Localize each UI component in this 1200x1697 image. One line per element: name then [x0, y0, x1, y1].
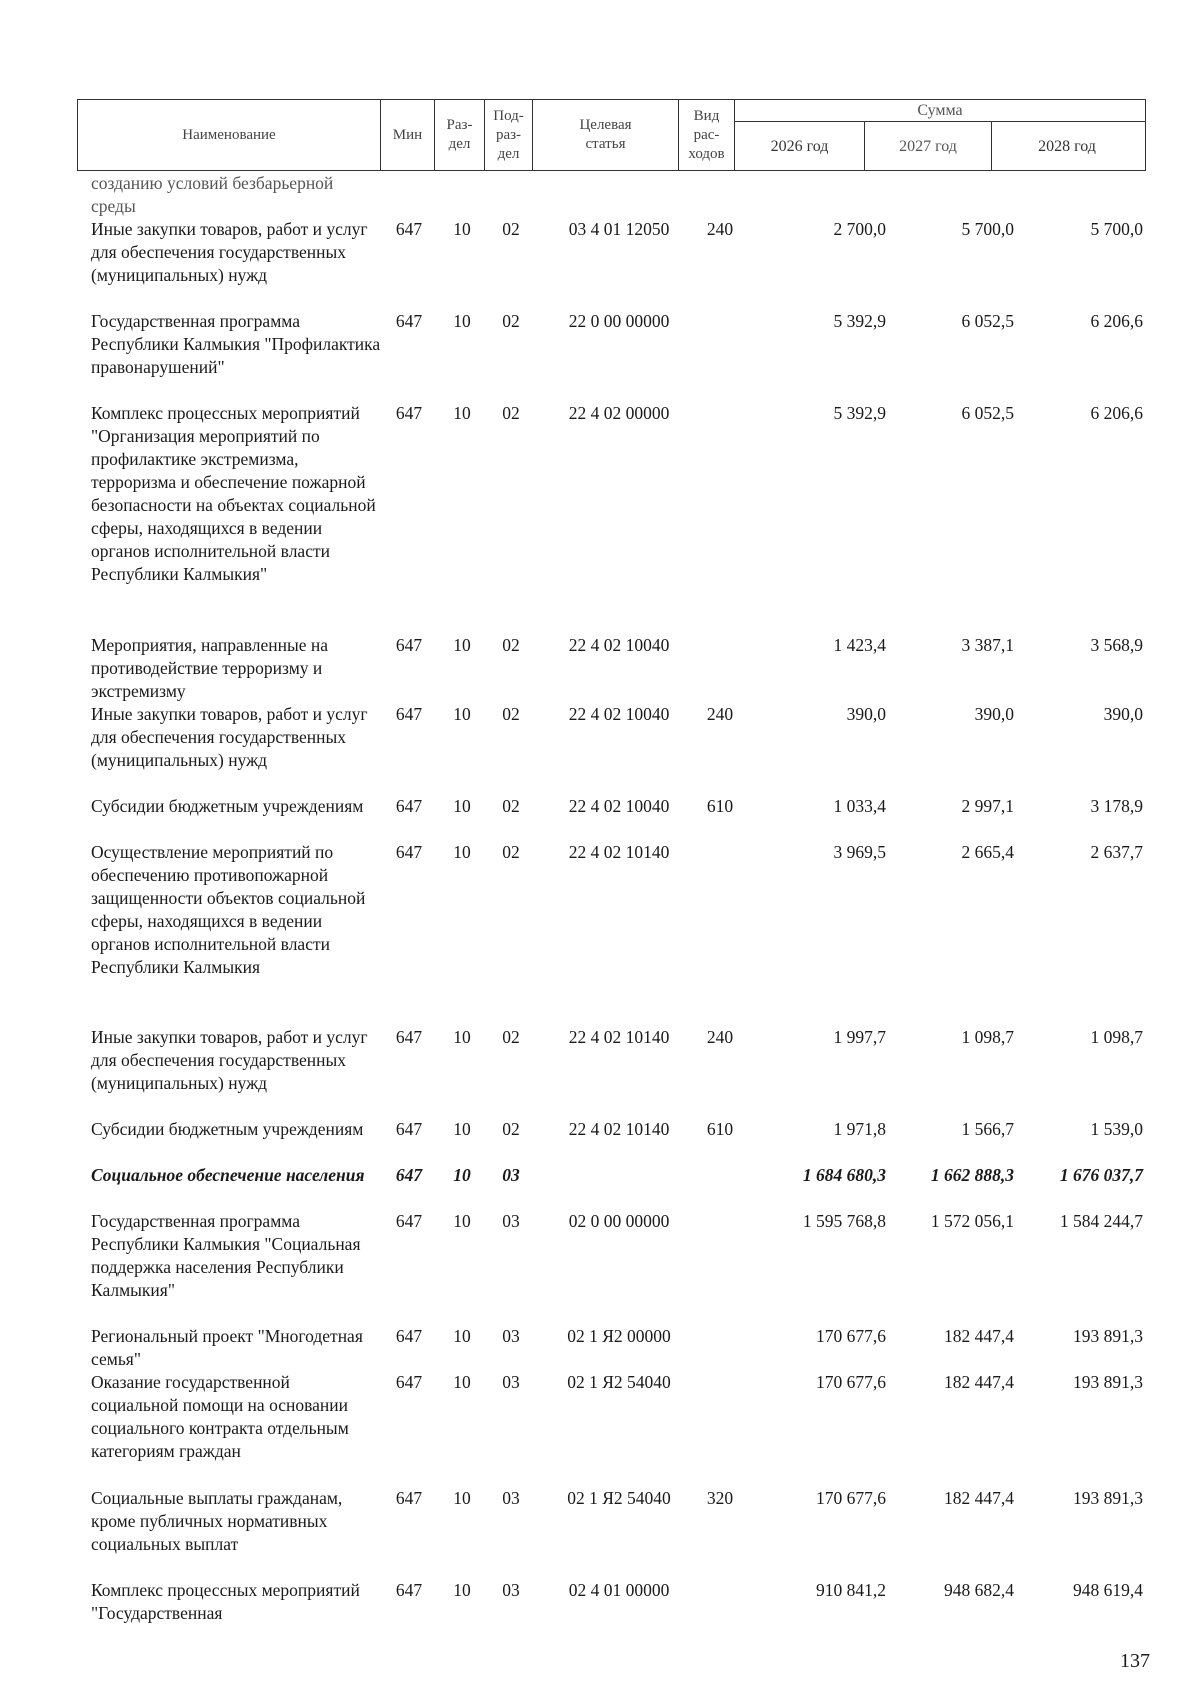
row-celevaya: 02 1 Я2 54040 — [567, 1488, 671, 1508]
header-razdel — [435, 100, 485, 170]
row-name: Иные закупки товаров, работ и услуг для обеспечения государственных (муниципальных) нужд — [91, 1027, 368, 1093]
header-celevaya-label: Целевая статья — [579, 117, 632, 152]
row-sum-2027: 182 447,4 — [944, 1372, 1014, 1392]
row-sum-2026: 3 969,5 — [833, 842, 886, 862]
row-min: 647 — [395, 1372, 423, 1392]
row-vid: 240 — [706, 704, 734, 724]
row-podrazdel: 02 — [502, 635, 520, 655]
row-sum-2027: 1 662 888,3 — [930, 1165, 1014, 1185]
row-sum-2027: 390,0 — [974, 704, 1014, 724]
row-min: 647 — [395, 1488, 423, 1508]
row-razdel: 10 — [453, 1372, 471, 1392]
row-razdel: 10 — [453, 704, 471, 724]
header-year-2028-label: 2028 год — [1038, 137, 1096, 155]
row-celevaya: 22 4 02 10140 — [568, 1027, 670, 1047]
row-sum-2028: 1 584 244,7 — [1059, 1211, 1143, 1231]
row-sum-2026: 1 684 680,3 — [802, 1165, 886, 1185]
row-min: 647 — [395, 1580, 423, 1600]
row-celevaya: 22 4 02 10040 — [568, 704, 670, 724]
row-celevaya: 02 4 01 00000 — [568, 1580, 670, 1600]
row-sum-2028: 1 098,7 — [1090, 1027, 1143, 1047]
row-sum-2028: 2 637,7 — [1090, 842, 1143, 862]
row-name: Иные закупки товаров, работ и услуг для обеспечения государственных (муниципальных) нужд — [91, 704, 368, 770]
row-min: 647 — [395, 1119, 423, 1139]
table-header — [77, 99, 1146, 171]
header-vid-label: Вид рас-ходов — [688, 107, 725, 162]
header-podrazdel — [485, 100, 533, 170]
header-razdel-label: Раз-дел — [446, 117, 473, 152]
row-sum-2028: 390,0 — [1103, 704, 1143, 724]
row-celevaya: 02 0 00 00000 — [568, 1211, 670, 1231]
row-razdel: 10 — [453, 842, 471, 862]
header-vid — [679, 100, 735, 170]
row-sum-2028: 193 891,3 — [1073, 1326, 1143, 1346]
header-min — [381, 100, 435, 170]
row-sum-2027: 948 682,4 — [944, 1580, 1014, 1600]
row-sum-2026: 170 677,6 — [816, 1488, 886, 1508]
row-razdel: 10 — [453, 1119, 471, 1139]
row-vid: 610 — [706, 796, 734, 816]
row-razdel: 10 — [453, 1580, 471, 1600]
row-min: 647 — [395, 1165, 423, 1185]
row-sum-2026: 1 033,4 — [833, 796, 886, 816]
row-sum-2026: 1 423,4 — [833, 635, 886, 655]
row-podrazdel: 02 — [502, 311, 520, 331]
row-sum-2026: 1 595 768,8 — [802, 1211, 886, 1231]
row-podrazdel: 03 — [502, 1488, 520, 1508]
row-min: 647 — [395, 311, 423, 331]
row-sum-2026: 170 677,6 — [816, 1372, 886, 1392]
row-celevaya: 02 1 Я2 00000 — [567, 1326, 671, 1346]
row-razdel: 10 — [453, 1165, 471, 1185]
row-vid: 240 — [706, 219, 734, 239]
row-celevaya: 03 4 01 12050 — [568, 219, 670, 239]
header-year-2027 — [865, 122, 992, 170]
row-name: Комплекс процессных мероприятий "Государственная — [91, 1580, 360, 1623]
row-podrazdel: 03 — [502, 1211, 520, 1231]
row-razdel: 10 — [453, 1326, 471, 1346]
row-razdel: 10 — [453, 311, 471, 331]
row-razdel: 10 — [453, 635, 471, 655]
row-podrazdel: 03 — [502, 1326, 520, 1346]
row-sum-2026: 1 971,8 — [833, 1119, 886, 1139]
row-sum-2028: 6 206,6 — [1090, 403, 1143, 423]
row-min: 647 — [395, 635, 423, 655]
page-number: 137 — [1120, 1650, 1150, 1672]
row-name: Субсидии бюджетным учреждениям — [91, 796, 364, 816]
row-sum-2028: 6 206,6 — [1090, 311, 1143, 331]
row-name: Социальные выплаты гражданам, кроме публичных нормативных социальных выплат — [91, 1488, 343, 1554]
row-sum-2026: 1 997,7 — [833, 1027, 886, 1047]
header-summa-label: Сумма — [917, 102, 963, 119]
row-sum-2026: 5 392,9 — [833, 403, 886, 423]
row-sum-2027: 182 447,4 — [944, 1326, 1014, 1346]
row-sum-2028: 5 700,0 — [1090, 219, 1143, 239]
header-year-2027-label: 2027 год — [899, 137, 957, 155]
row-sum-2026: 390,0 — [846, 704, 886, 724]
header-celevaya — [533, 100, 679, 170]
row-celevaya: 22 4 02 00000 — [568, 403, 670, 423]
row-celevaya: 02 1 Я2 54040 — [567, 1372, 671, 1392]
row-celevaya: 22 4 02 10040 — [568, 635, 670, 655]
row-celevaya: 22 0 00 00000 — [568, 311, 670, 331]
row-name: Мероприятия, направленные на противодействие терроризму и экстремизму — [91, 635, 329, 701]
header-podrazdel-label: Под-раз-дел — [493, 107, 524, 162]
row-sum-2026: 2 700,0 — [833, 219, 886, 239]
row-min: 647 — [395, 842, 423, 862]
row-sum-2027: 3 387,1 — [961, 635, 1014, 655]
header-summa — [735, 100, 1145, 122]
row-sum-2027: 6 052,5 — [961, 311, 1014, 331]
row-podrazdel: 02 — [502, 796, 520, 816]
header-year-2026-label: 2026 год — [770, 137, 829, 155]
header-min-label: Мин — [392, 126, 423, 143]
row-sum-2028: 948 619,4 — [1073, 1580, 1143, 1600]
row-sum-2028: 193 891,3 — [1073, 1372, 1143, 1392]
row-sum-2028: 1 539,0 — [1090, 1119, 1143, 1139]
row-name: Иные закупки товаров, работ и услуг для обеспечения государственных (муниципальных) нужд — [91, 219, 368, 285]
row-sum-2027: 5 700,0 — [961, 219, 1014, 239]
row-podrazdel: 03 — [502, 1372, 520, 1392]
header-name-label: Наименование — [182, 126, 276, 143]
row-min: 647 — [395, 1211, 423, 1231]
row-min: 647 — [395, 219, 423, 239]
row-razdel: 10 — [453, 1488, 471, 1508]
row-razdel: 10 — [453, 1211, 471, 1231]
row-min: 647 — [395, 403, 423, 423]
row-name: Государственная программа Республики Калмыкия "Социальная поддержка населения Республики Калмыкия" — [91, 1211, 361, 1300]
row-celevaya: 22 4 02 10140 — [568, 842, 670, 862]
header-year-2028 — [992, 122, 1142, 170]
row-vid: 320 — [706, 1488, 734, 1508]
row-name: Комплекс процессных мероприятий "Организация мероприятий по профилактике экстремизма, терроризма и обеспечение пожарной безопасности на объектах социальной сферы, находящихся в ведении органов исполнительной власти Республики Калмыкия" — [91, 403, 376, 584]
row-vid: 240 — [706, 1027, 734, 1047]
row-vid: 610 — [706, 1119, 734, 1139]
header-year-2026 — [735, 122, 865, 170]
row-podrazdel: 02 — [502, 842, 520, 862]
row-celevaya: 22 4 02 10040 — [568, 796, 670, 816]
row-podrazdel: 03 — [502, 1580, 520, 1600]
row-podrazdel: 02 — [502, 1119, 520, 1139]
header-name — [78, 100, 381, 170]
header-summa-block — [735, 100, 1145, 170]
row-name: Региональный проект "Многодетная семья" — [91, 1326, 363, 1369]
row-sum-2026: 170 677,6 — [816, 1326, 886, 1346]
row-min: 647 — [395, 704, 423, 724]
row-sum-2028: 3 568,9 — [1090, 635, 1143, 655]
row-celevaya: 22 4 02 10140 — [568, 1119, 670, 1139]
row-podrazdel: 02 — [502, 219, 520, 239]
row-sum-2028: 1 676 037,7 — [1059, 1165, 1143, 1185]
row-sum-2028: 193 891,3 — [1073, 1488, 1143, 1508]
row-sum-2027: 182 447,4 — [944, 1488, 1014, 1508]
row-sum-2026: 910 841,2 — [816, 1580, 886, 1600]
row-sum-2027: 1 566,7 — [961, 1119, 1014, 1139]
row-podrazdel: 02 — [502, 1027, 520, 1047]
row-sum-2027: 2 665,4 — [961, 842, 1014, 862]
row-razdel: 10 — [453, 403, 471, 423]
row-podrazdel: 02 — [502, 704, 520, 724]
row-name: Социальное обеспечение населения — [91, 1165, 365, 1185]
row-podrazdel: 02 — [502, 403, 520, 423]
row-sum-2028: 3 178,9 — [1090, 796, 1143, 816]
row-name: Осуществление мероприятий по обеспечению противопожарной защищенности объектов социальной сферы, находящихся в ведении органов исполнительной власти Республики Калмыкия — [91, 842, 366, 977]
row-min: 647 — [395, 796, 423, 816]
row-name: созданию условий безбарьерной среды — [91, 173, 334, 216]
row-name: Оказание государственной социальной помощи на основании социального контракта отдельным категориям граждан — [91, 1372, 349, 1461]
row-sum-2027: 1 572 056,1 — [930, 1211, 1014, 1231]
row-sum-2026: 5 392,9 — [833, 311, 886, 331]
row-razdel: 10 — [453, 1027, 471, 1047]
row-min: 647 — [395, 1027, 423, 1047]
row-sum-2027: 1 098,7 — [961, 1027, 1014, 1047]
row-podrazdel: 03 — [502, 1165, 520, 1185]
row-sum-2027: 2 997,1 — [961, 796, 1014, 816]
row-razdel: 10 — [453, 796, 471, 816]
row-name: Субсидии бюджетным учреждениям — [91, 1119, 364, 1139]
row-sum-2027: 6 052,5 — [961, 403, 1014, 423]
row-razdel: 10 — [453, 219, 471, 239]
row-name: Государственная программа Республики Калмыкия "Профилактика правонарушений" — [91, 311, 381, 377]
row-min: 647 — [395, 1326, 423, 1346]
